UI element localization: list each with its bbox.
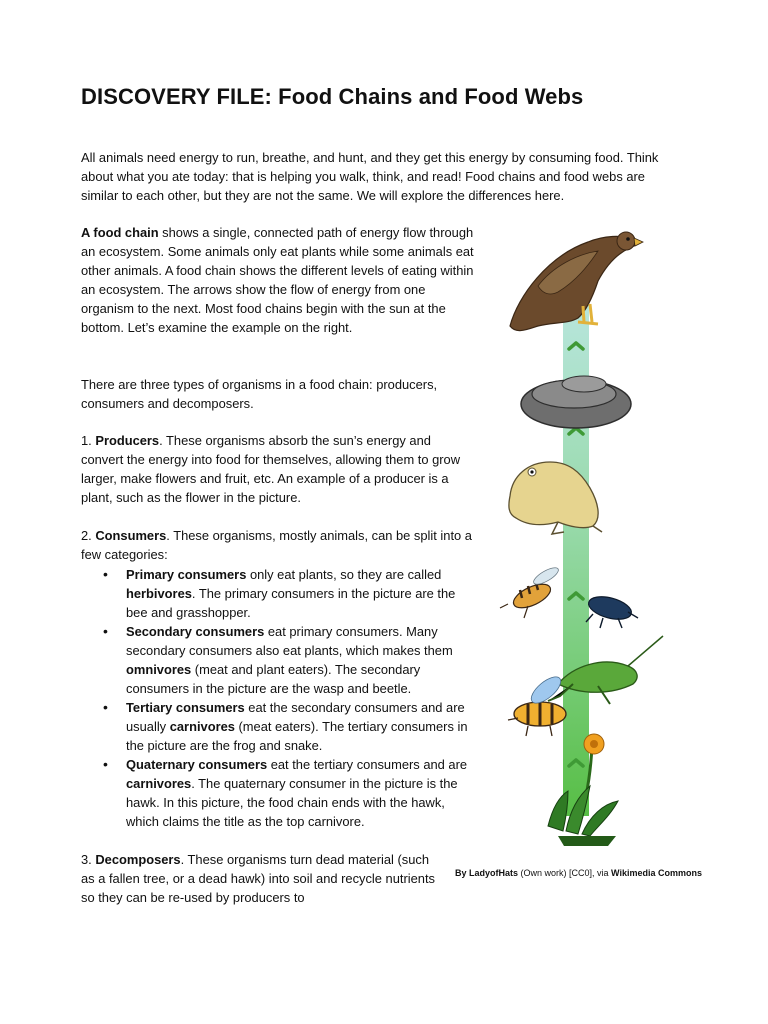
quaternary-consumers-term: Quaternary consumers [126,757,268,772]
carnivores-term: carnivores [126,776,192,791]
credit-source: Wikimedia Commons [611,868,702,878]
decomposers-number: 3. [81,852,96,867]
list-item-text: (meat and plant eaters). The secondary consumers in the picture are the wasp and beetle. [126,662,421,696]
credit-author: By LadyofHats [455,868,519,878]
list-item-text: eat the tertiary consumers and are [267,757,468,772]
decomposers-text: . These organisms turn dead material (such as a fallen tree, or a dead hawk) into soil and recycle nutrients so they can be re-used by producers to [81,852,435,905]
hawk-icon [510,232,643,331]
wasp-icon [500,565,561,618]
producers-paragraph [81,431,476,507]
list-item-text: . The primary consumers in the picture are the bee and grasshopper. [126,586,456,620]
consumer-category-list [100,565,478,831]
producers-term: Producers [95,433,160,448]
food-chain-text: shows a single, connected path of energy flow through an ecosystem. Some animals only eat plants while some animals eat other animals. A food chain shows the different levels of eating within an ecosystem. The arrows show the flow of energy from one organism to the next. Most food chains begin with the sun at the bottom. Let’s examine the example on the right. [81,225,474,335]
bee-icon [508,672,566,736]
tertiary-consumers-term: Tertiary consumers [126,700,245,715]
list-item-quaternary [100,755,478,831]
image-credit [455,868,705,878]
list-item-text: . The quaternary consumer in the picture is the hawk. In this picture, the food chain ends with the hawk, which claims the title as the top carnivore. [126,776,458,829]
food-chain-paragraph [81,223,481,337]
intro-paragraph: All animals need energy to run, breathe, and hunt, and they get this energy by consuming food. Think about what you ate today: that is helping you walk, think, and read! Food chains and food webs are similar to each other, but they are not the same. We will explore the differences here. [81,150,659,203]
decomposers-term: Decomposers [95,852,181,867]
list-item-primary [100,565,478,622]
page-title: DISCOVERY FILE: Food Chains and Food Webs [81,84,584,109]
list-item-text: only eat plants, so they are called [246,567,442,582]
food-chain-term: A food chain [81,225,159,240]
list-item-text: (meat eaters). The tertiary consumers in the picture are the frog and snake. [126,719,468,753]
omnivores-term: omnivores [126,662,192,677]
secondary-consumers-term: Secondary consumers [126,624,265,639]
list-item-text: eat primary consumers. Many secondary consumers also eat plants, which makes them [126,624,453,658]
decomposers-paragraph [81,850,441,907]
list-item-secondary [100,622,478,698]
list-item-tertiary [100,698,478,755]
herbivores-term: herbivores [126,586,192,601]
primary-consumers-term: Primary consumers [126,567,247,582]
energy-flow-bar [563,296,589,816]
snake-icon [521,376,631,428]
list-item-text: eat the secondary consumers and are usually [126,700,465,734]
food-chain-illustration [498,226,668,866]
credit-text: (Own work) [CC0], via [518,868,612,878]
consumers-term: Consumers [95,528,167,543]
producers-number: 1. [81,433,96,448]
consumers-paragraph [81,526,481,564]
beetle-icon [586,593,638,628]
producers-text: . These organisms absorb the sun’s energy and convert the energy into food for themselves, allowing them to grow larger, make flowers and fruit, etc. An example of a producer is a plant, such as the flower in the picture. [81,433,461,505]
carnivores-term: carnivores [169,719,235,734]
consumers-number: 2. [81,528,96,543]
types-paragraph: There are three types of organisms in a food chain: producers, consumers and decomposers. [81,377,438,411]
consumers-text: . These organisms, mostly animals, can be split into a few categories: [81,528,472,562]
